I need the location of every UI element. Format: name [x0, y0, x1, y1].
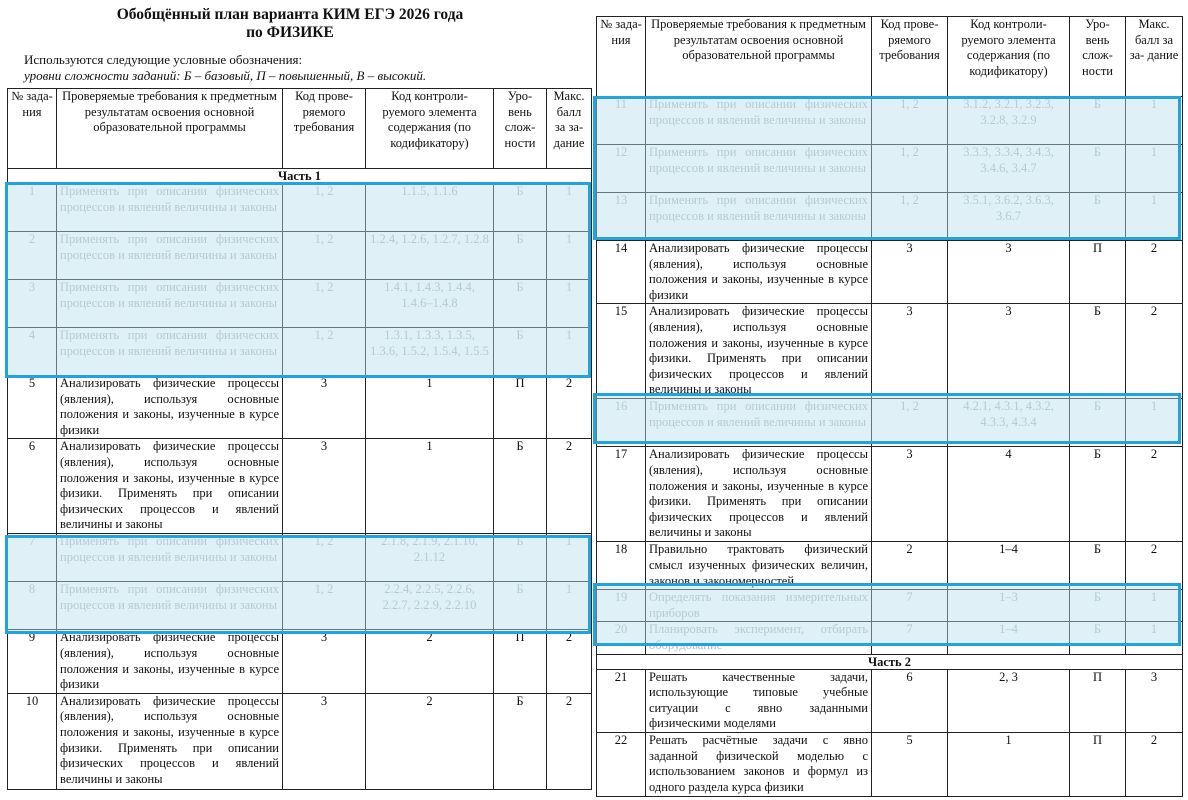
task-number: 7	[8, 534, 57, 582]
plan-table-left	[7, 88, 592, 790]
task-number: 20	[597, 622, 646, 654]
header-element-code: Код контроли- руемого элемента содержания (по кодификатору)	[948, 17, 1070, 97]
task-requirement: Применять при описании физических процессов и явлений величины и законы	[646, 97, 872, 145]
requirement-code: 1, 2	[872, 97, 948, 145]
max-score: 1	[547, 582, 592, 630]
table-row	[8, 582, 592, 630]
task-number: 2	[8, 232, 57, 280]
table-row	[8, 376, 592, 439]
task-number: 21	[597, 669, 646, 732]
max-score: 2	[1126, 304, 1183, 399]
header-num: № зада- ния	[8, 89, 57, 169]
left-table-body	[8, 184, 592, 790]
header-max-score: Макс. балл за за- дание	[547, 89, 592, 169]
task-requirement: Определять показания измерительных приборов	[646, 590, 872, 622]
max-score: 2	[547, 439, 592, 534]
title-line-2: по ФИЗИКЕ	[246, 24, 334, 41]
content-element-code: 1	[366, 376, 494, 439]
difficulty-level: Б	[1070, 399, 1126, 447]
max-score: 1	[1126, 590, 1183, 622]
requirement-code: 1, 2	[283, 280, 366, 328]
task-number: 9	[8, 630, 57, 693]
max-score: 1	[547, 184, 592, 232]
task-requirement: Анализировать физические процессы (явления), используя основные положения и законы, изученные в курсе физики. Применять при описании физических процессов и явлений величины и законы	[646, 304, 872, 399]
requirement-code: 1, 2	[872, 399, 948, 447]
max-score: 1	[1126, 399, 1183, 447]
task-number: 6	[8, 439, 57, 534]
table-row	[8, 693, 592, 789]
header-req-code: Код прове- ряемого требования	[872, 17, 948, 97]
requirement-code: 7	[872, 622, 948, 654]
content-element-code: 3.5.1, 3.6.2, 3.6.3, 3.6.7	[948, 193, 1070, 241]
difficulty-level: Б	[1070, 622, 1126, 654]
table-row	[597, 669, 1183, 732]
table-row	[597, 399, 1183, 447]
task-number: 8	[8, 582, 57, 630]
table-header-row	[597, 17, 1183, 97]
table-row	[597, 97, 1183, 145]
task-requirement: Применять при описании физических процессов и явлений величины и законы	[57, 582, 283, 630]
task-requirement: Анализировать физические процессы (явления), используя основные положения и законы, изученные в курсе физики	[646, 241, 872, 304]
max-score: 2	[547, 693, 592, 789]
requirement-code: 1, 2	[283, 184, 366, 232]
max-score: 1	[1126, 145, 1183, 193]
table-row	[8, 232, 592, 280]
header-num: № зада- ния	[597, 17, 646, 97]
table-row	[8, 534, 592, 582]
difficulty-level: П	[494, 376, 547, 439]
task-requirement: Решать качественные задачи, использующие типовые учебные ситуации с явно заданными физическими моделями	[646, 669, 872, 732]
task-requirement: Решать расчётные задачи с явно заданной физической моделью с использованием законов и формул из одного раздела курса физики	[646, 732, 872, 796]
requirement-code: 1, 2	[872, 145, 948, 193]
max-score: 1	[547, 232, 592, 280]
max-score: 2	[1126, 732, 1183, 796]
difficulty-level: Б	[1070, 193, 1126, 241]
task-number: 22	[597, 732, 646, 796]
content-element-code: 2.2.4, 2.2.5, 2.2.6, 2.2.7, 2.2.9, 2.2.10	[366, 582, 494, 630]
header-req-code: Код прове- ряемого требования	[283, 89, 366, 169]
requirement-code: 3	[872, 241, 948, 304]
task-number: 18	[597, 542, 646, 590]
task-requirement: Применять при описании физических процессов и явлений величины и законы	[646, 399, 872, 447]
difficulty-level: П	[1070, 241, 1126, 304]
task-number: 14	[597, 241, 646, 304]
task-number: 17	[597, 447, 646, 542]
difficulty-level: Б	[1070, 590, 1126, 622]
table-row	[597, 241, 1183, 304]
header-req: Проверяемые требования к предметным результатам освоения основной образовательной программы	[646, 17, 872, 97]
task-requirement: Анализировать физические процессы (явления), используя основные положения и законы, изученные в курсе физики. Применять при описании физических процессов и явлений величины и законы	[57, 439, 283, 534]
max-score: 3	[1126, 669, 1183, 732]
difficulty-level: Б	[494, 232, 547, 280]
task-number: 1	[8, 184, 57, 232]
content-element-code: 2.1.8, 2.1.9, 2.1.10, 2.1.12	[366, 534, 494, 582]
content-element-code: 4	[948, 447, 1070, 542]
requirement-code: 5	[872, 732, 948, 796]
difficulty-level: П	[1070, 669, 1126, 732]
content-element-code: 1	[366, 439, 494, 534]
content-element-code: 1	[948, 732, 1070, 796]
max-score: 1	[1126, 97, 1183, 145]
header-req: Проверяемые требования к предметным результатам освоения основной образовательной программы	[57, 89, 283, 169]
difficulty-level: Б	[494, 534, 547, 582]
task-requirement: Применять при описании физических процессов и явлений величины и законы	[646, 193, 872, 241]
requirement-code: 3	[283, 630, 366, 693]
task-number: 15	[597, 304, 646, 399]
part-1-row	[8, 169, 592, 184]
task-requirement: Анализировать физические процессы (явления), используя основные положения и законы, изученные в курсе физики	[57, 630, 283, 693]
requirement-code: 1, 2	[283, 582, 366, 630]
table-row	[597, 145, 1183, 193]
table-row	[8, 184, 592, 232]
difficulty-level: Б	[494, 184, 547, 232]
task-number: 11	[597, 97, 646, 145]
legend-levels: уровни сложности заданий: Б – базовый, П – повышенный, В – высокий.	[24, 68, 427, 83]
task-requirement: Анализировать физические процессы (явления), используя основные положения и законы, изученные в курсе физики	[57, 376, 283, 439]
task-requirement: Применять при описании физических процессов и явлений величины и законы	[57, 534, 283, 582]
content-element-code: 3.3.3, 3.3.4, 3.4.3, 3.4.6, 3.4.7	[948, 145, 1070, 193]
task-number: 16	[597, 399, 646, 447]
part-1-label: Часть 1	[8, 169, 592, 184]
table-row	[8, 630, 592, 693]
requirement-code: 3	[283, 439, 366, 534]
task-requirement: Планировать эксперимент, отбирать оборудование	[646, 622, 872, 654]
content-element-code: 1–4	[948, 622, 1070, 654]
content-element-code: 4.2.1, 4.3.1, 4.3.2, 4.3.3, 4.3.4	[948, 399, 1070, 447]
table-row	[597, 622, 1183, 654]
part-2-row	[597, 654, 1183, 669]
header-element-code: Код контроли- руемого элемента содержания (по кодификатору)	[366, 89, 494, 169]
table-header-row	[8, 89, 592, 169]
requirement-code: 2	[872, 542, 948, 590]
part-2-label: Часть 2	[597, 654, 1183, 669]
requirement-code: 3	[283, 376, 366, 439]
table-row	[597, 447, 1183, 542]
task-number: 10	[8, 693, 57, 789]
max-score: 1	[547, 280, 592, 328]
max-score: 2	[547, 376, 592, 439]
difficulty-level: Б	[494, 328, 547, 376]
task-number: 19	[597, 590, 646, 622]
header-level: Уро- вень слож- ности	[494, 89, 547, 169]
requirement-code: 3	[283, 693, 366, 789]
task-requirement: Применять при описании физических процессов и явлений величины и законы	[57, 280, 283, 328]
task-requirement: Применять при описании физических процессов и явлений величины и законы	[646, 145, 872, 193]
table-row	[8, 439, 592, 534]
difficulty-level: Б	[1070, 447, 1126, 542]
table-row	[8, 328, 592, 376]
difficulty-level: П	[1070, 732, 1126, 796]
table-row	[597, 590, 1183, 622]
difficulty-level: Б	[494, 582, 547, 630]
content-element-code: 2	[366, 630, 494, 693]
requirement-code: 1, 2	[283, 534, 366, 582]
content-element-code: 3	[948, 304, 1070, 399]
content-element-code: 1.2.4, 1.2.6, 1.2.7, 1.2.8	[366, 232, 494, 280]
title-line-1: Обобщённый план варианта КИМ ЕГЭ 2026 года	[116, 6, 464, 23]
max-score: 1	[547, 328, 592, 376]
header-max-score: Макс. балл за за- дание	[1126, 17, 1183, 97]
task-requirement: Применять при описании физических процессов и явлений величины и законы	[57, 328, 283, 376]
difficulty-level: Б	[494, 280, 547, 328]
content-element-code: 2, 3	[948, 669, 1070, 732]
max-score: 1	[547, 534, 592, 582]
requirement-code: 6	[872, 669, 948, 732]
table-row	[597, 193, 1183, 241]
table-row	[8, 280, 592, 328]
content-element-code: 3.1.2, 3.2.1, 3.2.3, 3.2.8, 3.2.9	[948, 97, 1070, 145]
header-level: Уро- вень слож- ности	[1070, 17, 1126, 97]
task-number: 13	[597, 193, 646, 241]
content-element-code: 1–4	[948, 542, 1070, 590]
table-row	[597, 542, 1183, 590]
difficulty-level: Б	[494, 693, 547, 789]
task-number: 12	[597, 145, 646, 193]
legend-intro: Используются следующие условные обозначения:	[24, 52, 303, 67]
requirement-code: 7	[872, 590, 948, 622]
task-requirement: Правильно трактовать физический смысл изученных физических величин, законов и закономерностей	[646, 542, 872, 590]
content-element-code: 2	[366, 693, 494, 789]
right-table-body-part2	[597, 669, 1183, 796]
requirement-code: 1, 2	[283, 232, 366, 280]
max-score: 2	[1126, 241, 1183, 304]
requirement-code: 3	[872, 447, 948, 542]
requirement-code: 1, 2	[872, 193, 948, 241]
requirement-code: 1, 2	[283, 328, 366, 376]
content-element-code: 1.4.1, 1.4.3, 1.4.4, 1.4.6–1.4.8	[366, 280, 494, 328]
difficulty-level: П	[494, 630, 547, 693]
task-requirement: Анализировать физические процессы (явления), используя основные положения и законы, изученные в курсе физики. Применять при описании физических процессов и явлений величины и законы	[57, 693, 283, 789]
table-row	[597, 304, 1183, 399]
right-table-body-part1	[597, 97, 1183, 655]
requirement-code: 3	[872, 304, 948, 399]
difficulty-level: Б	[1070, 304, 1126, 399]
task-requirement: Анализировать физические процессы (явления), используя основные положения и законы, изученные в курсе физики. Применять при описании физических процессов и явлений величины и законы	[646, 447, 872, 542]
difficulty-level: Б	[494, 439, 547, 534]
difficulty-level: Б	[1070, 97, 1126, 145]
task-number: 4	[8, 328, 57, 376]
max-score: 2	[1126, 542, 1183, 590]
content-element-code: 3	[948, 241, 1070, 304]
task-requirement: Применять при описании физических процессов и явлений величины и законы	[57, 232, 283, 280]
max-score: 1	[1126, 622, 1183, 654]
document-title	[60, 6, 520, 42]
task-number: 3	[8, 280, 57, 328]
difficulty-level: Б	[1070, 145, 1126, 193]
max-score: 1	[1126, 193, 1183, 241]
difficulty-level: Б	[1070, 542, 1126, 590]
max-score: 2	[547, 630, 592, 693]
plan-table-right	[596, 16, 1183, 797]
task-requirement: Применять при описании физических процессов и явлений величины и законы	[57, 184, 283, 232]
task-number: 5	[8, 376, 57, 439]
content-element-code: 1.3.1, 1.3.3, 1.3.5, 1.3.6, 1.5.2, 1.5.4, 1.5.5	[366, 328, 494, 376]
content-element-code: 1–3	[948, 590, 1070, 622]
max-score: 2	[1126, 447, 1183, 542]
content-element-code: 1.1.5, 1.1.6	[366, 184, 494, 232]
table-row	[597, 732, 1183, 796]
